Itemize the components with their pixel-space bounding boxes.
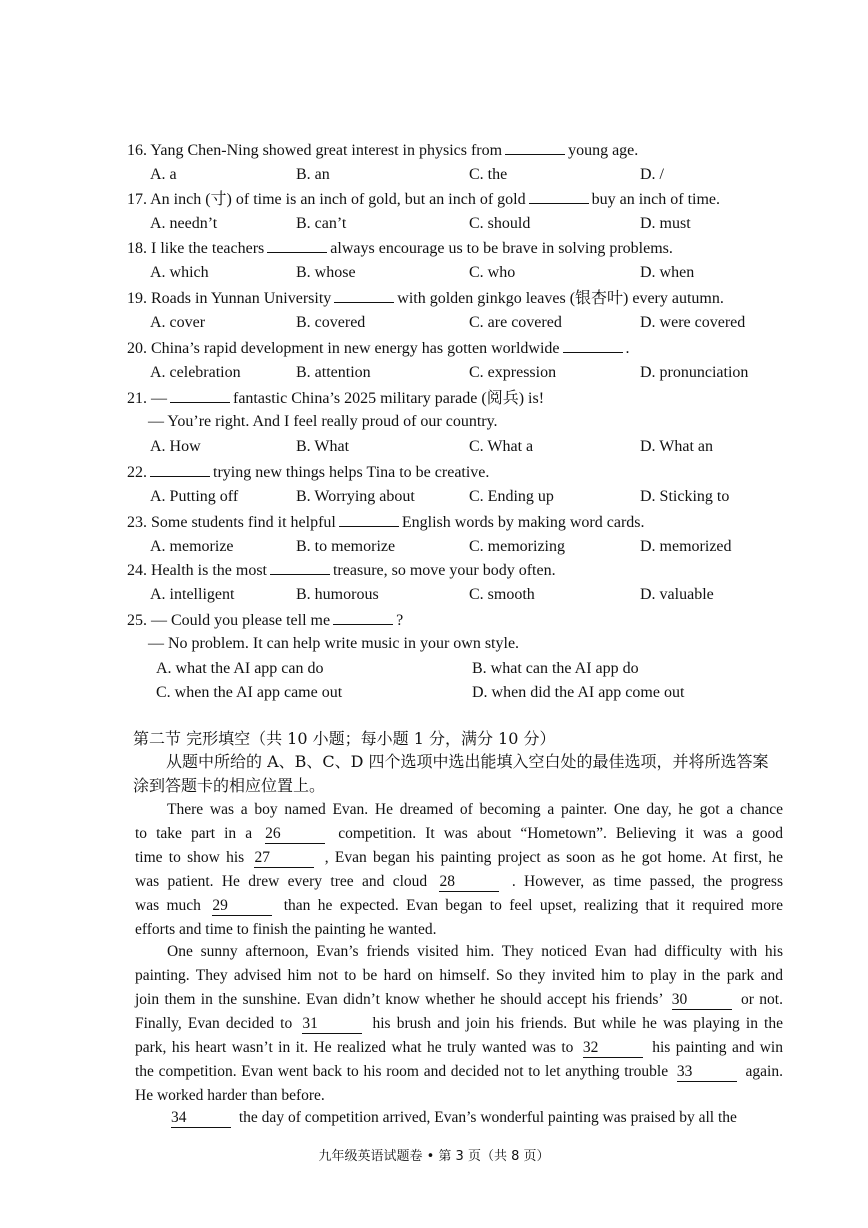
passage-paragraph-2 <box>135 940 783 1108</box>
question-text: Health is the most <box>147 562 267 579</box>
option-A[interactable]: A. which <box>150 264 209 281</box>
question-16 <box>127 140 638 161</box>
passage-line <box>135 822 783 846</box>
question-text: trying new things helps Tina to be creative. <box>213 464 490 481</box>
passage-line <box>135 1012 783 1036</box>
option-A[interactable]: A. what the AI app can do <box>156 660 324 677</box>
option-D[interactable]: D. must <box>640 215 691 232</box>
question-24 <box>127 560 556 581</box>
option-B[interactable]: B. Worrying about <box>296 488 415 505</box>
option-C[interactable]: C. the <box>469 166 508 183</box>
option-D[interactable]: D. when <box>640 264 695 281</box>
question-text: Some students find it helpful <box>147 514 336 531</box>
question-number: 21. <box>127 390 147 407</box>
passage-line <box>135 1060 783 1084</box>
cloze-blank-31[interactable]: 31 <box>302 1015 362 1034</box>
question-23 <box>127 512 645 533</box>
passage-line <box>135 988 783 1012</box>
question-number: 24. <box>127 562 147 579</box>
option-B[interactable]: B. attention <box>296 364 371 381</box>
option-D[interactable]: D. were covered <box>640 314 746 331</box>
section-instruction: 从题中所给的 A、B、C、D 四个选项中选出能填入空白处的最佳选项，并将所选答案 <box>166 752 769 771</box>
option-A[interactable]: A. needn’t <box>150 215 218 232</box>
option-A[interactable]: A. memorize <box>150 538 234 555</box>
option-C[interactable]: C. Ending up <box>469 488 554 505</box>
answer-blank <box>170 388 230 403</box>
option-A[interactable]: A. celebration <box>150 364 241 381</box>
passage-text: competition. It was about “Hometown”. Believing it was a good <box>329 825 783 842</box>
question-number: 19. <box>127 290 147 307</box>
option-B[interactable]: B. an <box>296 166 330 183</box>
option-B[interactable]: B. whose <box>296 264 356 281</box>
option-D[interactable]: D. memorized <box>640 538 732 555</box>
passage-text: again. <box>740 1063 783 1080</box>
option-B[interactable]: B. covered <box>296 314 366 331</box>
cloze-blank-27[interactable]: 27 <box>254 849 314 868</box>
answer-blank <box>563 338 623 353</box>
question-text: China’s rapid development in new energy has gotten worldwide <box>147 340 560 357</box>
question-text: Roads in Yunnan University <box>147 290 332 307</box>
question-17 <box>127 189 720 210</box>
option-A[interactable]: A. a <box>150 166 177 183</box>
question-number: 17. <box>127 191 147 208</box>
question-text: English words by making word cards. <box>401 514 645 531</box>
passage-paragraph-1 <box>135 798 783 942</box>
option-A[interactable]: A. cover <box>150 314 206 331</box>
question-18 <box>127 238 673 259</box>
cloze-blank-30[interactable]: 30 <box>672 991 732 1010</box>
passage-text: than he expected. Evan began to feel upset, realizing that it required more <box>276 897 783 914</box>
option-A[interactable]: A. How <box>150 438 201 455</box>
option-D[interactable]: D. when did the AI app come out <box>472 684 685 701</box>
option-B[interactable]: B. What <box>296 438 350 455</box>
section-title: 第二节 完形填空（共 10 小题；每小题 1 分，满分 10 分） <box>133 729 556 748</box>
passage-line <box>135 870 783 894</box>
option-D[interactable]: D. valuable <box>640 586 714 603</box>
passage-text: park, his heart wasn’t in it. He realized what he truly wanted was to <box>135 1039 579 1056</box>
passage-line: One sunny afternoon, Evan’s friends visited him. They noticed Evan had difficulty with his <box>167 943 783 960</box>
question-reply: — You’re right. And I feel really proud of our country. <box>148 413 498 430</box>
question-text: always encourage us to be brave in solving problems. <box>330 240 673 257</box>
page-footer: 九年级英语试题卷 • 第 3 页（共 8 页） <box>318 1149 550 1164</box>
option-C[interactable]: C. memorizing <box>469 538 565 555</box>
passage-line: efforts and time to finish the painting he wanted. <box>135 921 437 938</box>
passage-text: his painting and win <box>646 1039 783 1056</box>
option-B[interactable]: B. to memorize <box>296 538 396 555</box>
question-number: 22. <box>127 464 147 481</box>
answer-blank <box>339 512 399 527</box>
question-text: Yang Chen-Ning showed great interest in physics from <box>147 142 503 159</box>
passage-text: or not. <box>735 991 783 1008</box>
option-D[interactable]: D. What an <box>640 438 714 455</box>
option-B[interactable]: B. can’t <box>296 215 347 232</box>
passage-line <box>135 846 783 870</box>
question-text: with golden ginkgo leaves (银杏叶) every autumn. <box>397 290 724 307</box>
question-19 <box>127 288 724 309</box>
question-number: 20. <box>127 340 147 357</box>
answer-blank <box>150 462 210 477</box>
passage-text: Finally, Evan decided to <box>135 1015 299 1032</box>
question-text: . <box>625 340 630 357</box>
passage-text: was much <box>135 897 209 914</box>
option-A[interactable]: A. Putting off <box>150 488 239 505</box>
passage-paragraph-3 <box>135 1106 783 1130</box>
option-C[interactable]: C. expression <box>469 364 557 381</box>
option-C[interactable]: C. are covered <box>469 314 562 331</box>
cloze-blank-34[interactable]: 34 <box>171 1109 231 1128</box>
question-text: ? <box>396 612 404 629</box>
cloze-blank-32[interactable]: 32 <box>583 1039 643 1058</box>
answer-blank <box>333 610 393 625</box>
option-C[interactable]: C. who <box>469 264 516 281</box>
passage-text: the day of competition arrived, Evan’s wonderful painting was praised by all the <box>235 1109 737 1126</box>
section-instruction: 涂到答题卡的相应位置上。 <box>133 776 326 795</box>
option-A[interactable]: A. intelligent <box>150 586 235 603</box>
question-number: 23. <box>127 514 147 531</box>
passage-line <box>135 1036 783 1060</box>
question-text: young age. <box>568 142 639 159</box>
question-text: I like the teachers <box>147 240 265 257</box>
passage-text: was patient. He drew every tree and cloud <box>135 873 436 890</box>
passage-text: the competition. Evan went back to his room and decided not to let anything trouble <box>135 1063 673 1080</box>
option-C[interactable]: C. What a <box>469 438 534 455</box>
passage-line: There was a boy named Evan. He dreamed of becoming a painter. One day, he got a chance <box>167 801 783 818</box>
cloze-blank-29[interactable]: 29 <box>212 897 272 916</box>
question-text: buy an inch of time. <box>591 191 721 208</box>
question-text: — <box>147 390 167 407</box>
answer-blank <box>505 140 565 155</box>
option-C[interactable]: C. smooth <box>469 586 535 603</box>
question-22 <box>127 462 489 483</box>
answer-blank <box>267 238 327 253</box>
question-number: 25. <box>127 612 147 629</box>
option-B[interactable]: B. what can the AI app do <box>472 660 639 677</box>
question-21 <box>127 388 544 409</box>
passage-text: to take part in a <box>135 825 262 842</box>
passage-text: , Evan began his painting project as soon as he got home. At first, he <box>318 849 784 866</box>
passage-line: He worked harder than before. <box>135 1087 325 1104</box>
cloze-blank-26[interactable]: 26 <box>265 825 325 844</box>
passage-line <box>135 894 783 918</box>
passage-text: . However, as time passed, the progress <box>503 873 783 890</box>
answer-blank <box>529 189 589 204</box>
option-D[interactable]: D. pronunciation <box>640 364 749 381</box>
question-reply: — No problem. It can help write music in your own style. <box>148 635 520 652</box>
passage-text: join them in the sunshine. Evan didn’t know whether he should accept his friends’ <box>135 991 668 1008</box>
option-D[interactable]: D. Sticking to <box>640 488 730 505</box>
question-text: treasure, so move your body often. <box>332 562 556 579</box>
option-C[interactable]: C. should <box>469 215 531 232</box>
option-C[interactable]: C. when the AI app came out <box>156 684 343 701</box>
option-D[interactable]: D. / <box>640 166 664 183</box>
passage-text: his brush and join his friends. But while he was playing in the <box>366 1015 783 1032</box>
answer-blank <box>270 560 330 575</box>
cloze-blank-33[interactable]: 33 <box>677 1063 737 1082</box>
question-25 <box>127 610 403 631</box>
passage-line: painting. They advised him not to be hard on himself. So they invited him to play in the park and <box>135 967 783 984</box>
cloze-blank-28[interactable]: 28 <box>439 873 499 892</box>
question-number: 16. <box>127 142 147 159</box>
passage-line <box>135 1106 783 1130</box>
answer-blank <box>334 288 394 303</box>
question-number: 18. <box>127 240 147 257</box>
question-text: An inch (寸) of time is an inch of gold, but an inch of gold <box>147 191 526 208</box>
passage-text: time to show his <box>135 849 251 866</box>
question-text: — Could you please tell me <box>147 612 331 629</box>
question-20 <box>127 338 630 359</box>
question-text: fantastic China’s 2025 military parade (阅兵) is! <box>233 390 545 407</box>
option-B[interactable]: B. humorous <box>296 586 379 603</box>
